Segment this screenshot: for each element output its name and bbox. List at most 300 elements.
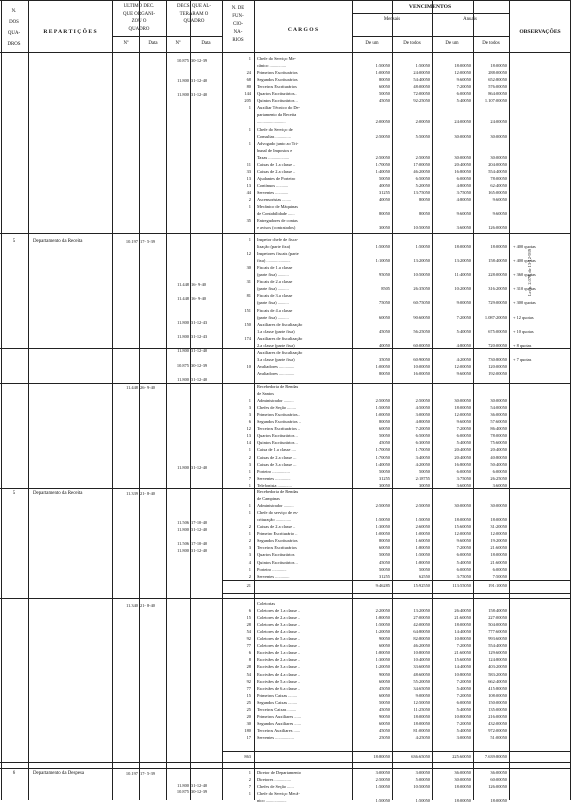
row-anual-de-um: 6:00050	[456, 468, 471, 474]
row-mensal-de-todos: 1:70050	[415, 447, 430, 453]
row-cargo: Quintos Escriturários ..	[257, 98, 298, 104]
row-cargo: Quartos Escriturários	[257, 552, 295, 558]
header-data-1: Data	[148, 41, 158, 46]
row-cargo: Serventes .............	[257, 573, 290, 579]
row-mensal-de-um: 80050	[379, 370, 390, 376]
row-num-funcionarios: 1	[248, 126, 251, 132]
row-anual-de-um: 6:00050	[456, 433, 471, 439]
row-mensal-de-um: 2:20050	[375, 608, 390, 614]
row-mensal-de-um: 2:50050	[375, 398, 390, 404]
header-de-todos-mensal: De todos	[403, 41, 421, 46]
row-cargo: (parte fixa) ..........	[257, 300, 289, 306]
row-cargo: Primeiros Escriturários..	[257, 412, 300, 418]
row-mensal-de-todos: 46:20050	[413, 168, 430, 174]
total-mensal-de-todos: 15:92550	[413, 583, 430, 588]
row-mensal-de-todos: 82:80050	[413, 636, 430, 642]
row-mensal-de-todos: 64:80050	[413, 629, 430, 635]
row-mensal-de-todos: 92:25050	[413, 98, 430, 104]
row-anual-de-todos: 108:00050	[488, 692, 507, 698]
row-mensal-de-um: 90050	[379, 671, 390, 677]
row-anual-de-um: 3:75050	[456, 189, 471, 195]
row-anual-de-um: 7:20050	[456, 545, 471, 551]
row-num-funcionarios: 30	[246, 720, 251, 726]
row-anual-de-um: 5:40050	[456, 440, 471, 446]
header-ultimo-decreto: ZOU O	[131, 19, 147, 24]
row-mensal-de-um: 31255	[379, 189, 390, 195]
organizing-decree-date: 17- 5-39	[140, 771, 155, 776]
row-cargo: 1.a classe (parte fixa)	[257, 328, 295, 334]
row-mensal-de-um: 25050	[379, 734, 390, 740]
rule-line	[222, 580, 571, 581]
row-cargo: Porteiro .............	[257, 566, 287, 572]
row-mensal-de-um: 1:50050	[375, 244, 390, 250]
row-mensal-de-todos: 2:60050	[415, 524, 430, 530]
row-num-funcionarios: 68	[246, 77, 251, 83]
row-cargo: Auxiliares de fiscalização	[257, 349, 303, 355]
row-cargo: Terceiros Caixas ........	[257, 706, 297, 712]
row-num-funcionarios: 8	[248, 657, 251, 663]
row-anual-de-um: 5:40050	[456, 559, 471, 565]
row-mensal-de-todos: 1:50050	[415, 552, 430, 558]
row-anual-de-um: 21:60050	[454, 650, 471, 656]
row-cargo: Chefe do Serviço Mecâ-	[257, 791, 300, 797]
row-num-funcionarios: 24	[246, 70, 251, 76]
row-anual-de-todos: 78:00050	[490, 175, 507, 181]
header-data-2: Data	[201, 41, 211, 46]
row-anual-de-um: 3:60050	[456, 225, 471, 231]
row-mensal-de-um: 45050	[379, 328, 390, 334]
row-mensal-de-um: 45050	[379, 440, 390, 446]
alter-decree-date: 31-12-40	[191, 348, 208, 353]
row-anual-de-um: 12:00050	[454, 531, 471, 537]
row-mensal-de-todos: 3:00050	[415, 770, 430, 775]
row-mensal-de-todos: 55:20050	[413, 678, 430, 684]
row-num-funcionarios: 2	[248, 454, 251, 460]
header-de-um-anual: De um	[445, 41, 459, 46]
row-num-funcionarios: 150	[244, 321, 251, 327]
row-cargo: Porteiro ................	[257, 468, 290, 474]
row-anual-de-todos: 62:40050	[490, 182, 507, 188]
alter-decree-number: 11.506	[177, 520, 189, 525]
row-mensal-de-todos: 11:25050	[413, 706, 430, 712]
row-mensal-de-todos: 2:00050	[415, 119, 430, 125]
column-rule	[392, 0, 393, 800]
row-cargo: Terceiros Escriturários	[257, 545, 297, 551]
row-anual-de-um: 18:00050	[454, 784, 471, 790]
row-mensal-de-um: 40050	[379, 182, 390, 188]
row-num-funcionarios: 144	[244, 91, 251, 97]
row-cargo: Serventes .................	[257, 734, 294, 740]
header-n-label: N.	[11, 9, 17, 14]
row-cargo: Terceiros Escriturários	[257, 84, 297, 90]
row-anual-de-um: 6:00050	[456, 175, 471, 181]
row-anual-de-todos: 26:25050	[490, 475, 507, 481]
section-number: 6	[12, 771, 16, 776]
row-mensal-de-todos: 26:35050	[413, 286, 430, 292]
row-mensal-de-todos: 10:50050	[413, 784, 430, 790]
row-anual-de-todos: 120:00050	[488, 363, 507, 369]
row-num-funcionarios: 92	[246, 678, 251, 684]
column-rule	[432, 0, 433, 800]
row-cargo: Coletores de 2.a classe ..	[257, 615, 301, 621]
alter-decree-number: 11.800	[177, 548, 189, 553]
row-num-funcionarios: 1	[248, 468, 251, 474]
header-decretos-alteraram: DECS. QUE AL-	[176, 4, 212, 9]
row-mensal-de-um: 1:20050	[375, 629, 390, 635]
column-rule	[509, 0, 510, 800]
row-mensal-de-um: 30050	[379, 225, 390, 231]
row-anual-de-um: 5:40050	[456, 727, 471, 733]
row-cargo: Coletores de 1.a classe ..	[257, 608, 301, 614]
row-mensal-de-um: 1:40050	[375, 461, 390, 467]
row-num-funcionarios: 6	[248, 650, 251, 656]
row-mensal-de-um: 1:70050	[375, 454, 390, 460]
row-mensal-de-um: 1:50050	[375, 784, 390, 790]
row-anual-de-todos: 50:40050	[490, 461, 507, 467]
row-cargo: Segundos Escriturários ..	[257, 419, 301, 425]
row-anual-de-todos: 777:60050	[488, 629, 507, 635]
row-cargo: 3.a classe (parte fixa)	[257, 356, 295, 362]
row-mensal-de-um: 60050	[379, 84, 390, 90]
row-num-funcionarios: 1	[248, 398, 251, 404]
row-anual-de-um: 7:20050	[456, 720, 471, 726]
row-cargo: ..........................	[257, 119, 286, 125]
row-mensal-de-todos: 1:50050	[415, 798, 430, 804]
row-mensal-de-um: 31255	[379, 475, 390, 481]
header-vencimentos: VENCIMENTOS	[408, 4, 452, 10]
row-anual-de-todos: 126:00050	[488, 784, 507, 790]
section-rule	[0, 768, 571, 769]
row-cargo: Contínuos ...........	[257, 182, 289, 188]
rule-line	[0, 762, 571, 763]
row-anual-de-todos: 30:00050	[490, 133, 507, 139]
column-rule	[254, 0, 255, 800]
alter-decree-number: 11.800	[177, 92, 189, 97]
row-mensal-de-todos: 60:75050	[413, 300, 430, 306]
header-decretos-alteraram: TERARAM O	[179, 11, 209, 17]
row-num-funcionarios: 44	[246, 189, 251, 195]
row-num-funcionarios: 2	[248, 538, 251, 544]
row-anual-de-um: 10:80050	[454, 671, 471, 677]
row-anual-de-todos: 18:00050	[490, 244, 507, 250]
row-mensal-de-todos: 1:50050	[415, 63, 430, 69]
row-cargo: Escrivães de 2.a classe ..	[257, 657, 301, 663]
row-cargo: Primeiros Caixas ........	[257, 692, 298, 698]
row-mensal-de-um: 80050	[379, 419, 390, 425]
row-anual-de-um: 6:00050	[456, 566, 471, 572]
row-mensal-de-um: 1:10050	[375, 258, 390, 264]
row-num-funcionarios: 13	[246, 433, 251, 439]
row-anual-de-um: 13:20050	[454, 258, 471, 264]
row-cargo: Avaliadores ..............	[257, 370, 295, 376]
row-mensal-de-um: 1:00050	[375, 531, 390, 537]
row-num-funcionarios: 14	[246, 440, 251, 446]
rule-line	[222, 751, 571, 752]
header-ultimo-decreto: QUADRO	[128, 26, 150, 32]
row-anual-de-todos: 415:80050	[488, 685, 507, 691]
row-mensal-de-todos: 13:20050	[413, 258, 430, 264]
row-num-funcionarios: 15	[246, 615, 251, 621]
row-anual-de-todos: 216:00050	[488, 713, 507, 719]
alter-decree-date: 31-12-40	[191, 377, 208, 382]
row-anual-de-todos: 30:00050	[490, 398, 507, 404]
row-num-funcionarios: 1	[248, 447, 251, 453]
header-ultimo-decreto: ULTIMO DEC.	[123, 4, 155, 9]
row-anual-de-um: 5:40050	[456, 706, 471, 712]
row-anual-de-todos: 158:40050	[488, 608, 507, 614]
row-num-funcionarios: 6	[248, 419, 251, 425]
row-mensal-de-todos: 5:50050	[415, 133, 430, 139]
row-anual-de-um: 20:40050	[454, 161, 471, 167]
row-mensal-de-todos: 6:30050	[415, 440, 430, 446]
row-anual-de-um: 7:20050	[456, 426, 471, 432]
row-anual-de-um: 18:00050	[454, 798, 471, 804]
row-anual-de-todos: 126:00050	[488, 225, 507, 231]
row-mensal-de-todos: 13:20050	[413, 608, 430, 614]
row-mensal-de-um: 35050	[379, 356, 390, 362]
alter-decree-date: 31-12-40	[191, 548, 208, 553]
row-cargo: Escrivães de 5.a classe ..	[257, 678, 301, 684]
row-cargo: Coletorias	[257, 601, 276, 606]
alter-decree-date: 30-12-39	[191, 58, 208, 63]
organizing-decree-number: 11.448	[126, 385, 138, 390]
row-anual-de-um: 9:00050	[456, 300, 471, 306]
row-anual-de-um: 16:80050	[454, 168, 471, 174]
row-cargo: Chefes de Seção ........	[257, 405, 296, 411]
row-mensal-de-um: 50050	[379, 552, 390, 558]
row-anual-de-todos: 576:00050	[488, 84, 507, 90]
row-cargo: Quartos Escriturários ..	[257, 433, 298, 439]
row-cargo: Serventes ..............	[257, 475, 291, 481]
row-cargo: Fiscais de 1.a classe	[257, 265, 293, 271]
row-num-funcionarios: 10	[246, 363, 251, 369]
row-num-funcionarios: 1	[248, 531, 251, 537]
row-num-funcionarios: 3	[248, 545, 251, 551]
row-mensal-de-um: 50050	[379, 468, 390, 474]
row-mensal-de-todos: 10:50050	[413, 272, 430, 278]
alter-decree-number: 11.800	[177, 783, 189, 788]
row-cargo: (parte fixa) ..........	[257, 286, 289, 292]
organizing-decree-date: 17- 5-39	[140, 239, 155, 244]
alter-decree-number: 11.448	[177, 296, 189, 301]
row-mensal-de-um: 75050	[379, 300, 390, 306]
row-cargo: Diretor de Departamento	[257, 770, 301, 775]
total-num-funcionarios: 21	[246, 583, 251, 588]
header-no-1: Nº	[123, 41, 129, 46]
row-cargo: (parte fixa) ..........	[257, 314, 289, 320]
row-num-funcionarios: 12	[246, 426, 251, 432]
row-cargo: Administrador .........	[257, 503, 294, 509]
header-bottom-rule	[0, 52, 571, 53]
row-cargo: Segundos Escriturários	[257, 77, 298, 83]
row-mensal-de-um: 45050	[379, 685, 390, 691]
section-name: Departamento da Despesa	[33, 771, 85, 776]
alter-decree-number: 11.800	[177, 320, 189, 325]
row-anual-de-todos: 554:40050	[488, 168, 507, 174]
row-anual-de-todos: 18:00050	[490, 552, 507, 558]
header-n-label: DROS	[7, 42, 21, 47]
row-num-funcionarios: 3	[248, 412, 251, 418]
row-mensal-de-um: 2:50050	[375, 777, 390, 783]
row-mensal-de-um: 1:40050	[375, 168, 390, 174]
row-num-funcionarios: 35	[246, 218, 251, 224]
row-num-funcionarios: 1	[248, 503, 251, 509]
row-mensal-de-todos: 50050	[419, 566, 430, 572]
row-anual-de-um: 14:40050	[454, 664, 471, 670]
row-anual-de-um: 9:60050	[456, 538, 471, 544]
section-rule	[0, 233, 571, 234]
row-anual-de-um: 30:00050	[454, 777, 471, 783]
row-mensal-de-todos: 80050	[419, 211, 430, 217]
row-mensal-de-um: 95050	[379, 272, 390, 278]
row-mensal-de-todos: 48:60050	[413, 671, 430, 677]
row-cargo: de Contabilidade ......	[257, 211, 295, 217]
row-mensal-de-todos: 1:50050	[415, 244, 430, 250]
row-mensal-de-um: 80050	[379, 77, 390, 83]
row-cargo: crituração ..............	[257, 517, 292, 523]
header-decretos-alteraram: QUADRO	[183, 19, 205, 24]
row-observacao: + 12 quotas	[513, 314, 534, 320]
row-anual-de-todos: 135:00050	[488, 706, 507, 712]
row-mensal-de-um: 45050	[379, 727, 390, 733]
row-mensal-de-todos: 1:80050	[415, 559, 430, 565]
row-num-funcionarios: 11	[246, 161, 251, 167]
row-num-funcionarios: 92	[246, 636, 251, 642]
header-num-funcionarios: FUN-	[232, 14, 244, 19]
row-anual-de-um: 3:60050	[456, 482, 471, 488]
header-de-um-mensal: De um	[365, 41, 379, 46]
row-mensal-de-um: 60050	[379, 678, 390, 684]
row-anual-de-todos: 3:60050	[492, 482, 507, 488]
row-cargo: Inspetores fiscais (parte	[257, 251, 299, 257]
row-num-funcionarios: 3	[248, 405, 251, 411]
row-cargo: Escrivães de 6.a classe ..	[257, 685, 301, 691]
row-observacao: + 10 quotas	[513, 328, 534, 334]
alter-decree-number: 11.800	[177, 527, 189, 532]
row-mensal-de-um: 45050	[379, 706, 390, 712]
header-reparticoes: R E P A R T I Ç Õ E S	[43, 29, 97, 35]
row-anual-de-um: 16:80050	[454, 461, 471, 467]
row-observacao: + 300 quotas	[513, 300, 536, 306]
row-cargo: Chefe do serviço de es-	[257, 510, 299, 516]
header-num-funcionarios: RIOS	[232, 38, 244, 43]
row-mensal-de-um: 60050	[379, 692, 390, 698]
row-mensal-de-um: 2:00050	[375, 119, 390, 125]
organizing-decree-number: 11.339	[126, 491, 138, 496]
row-anual-de-todos: 75:60050	[490, 440, 507, 446]
row-mensal-de-todos: 4:50050	[415, 405, 430, 411]
header-no-2: Nº	[175, 41, 181, 46]
row-mensal-de-um: 1:50050	[375, 517, 390, 523]
row-num-funcionarios: 77	[246, 643, 251, 649]
row-cargo: Fiscais de 3.a classe	[257, 293, 293, 299]
total-num-funcionarios: 863	[244, 754, 251, 759]
rule-line	[222, 593, 571, 594]
row-mensal-de-um: 2:50050	[375, 154, 390, 160]
row-mensal-de-todos: 18:00050	[413, 720, 430, 726]
header-num-funcionarios: CIO-	[232, 22, 244, 27]
row-mensal-de-um: 3:00050	[375, 770, 390, 775]
row-cargo: Telefonista .............	[257, 482, 292, 488]
row-mensal-de-um: 2:50050	[375, 503, 390, 509]
row-anual-de-um: 10:20050	[454, 286, 471, 292]
row-mensal-de-um: 60050	[379, 545, 390, 551]
alter-decree-number: 11.448	[177, 282, 189, 287]
row-anual-de-todos: 7:50050	[492, 573, 507, 579]
total-anual-de-um: 113:55050	[452, 583, 471, 588]
row-anual-de-todos: 31:20050	[490, 524, 507, 530]
row-anual-de-todos: 21:60050	[490, 559, 507, 565]
row-cargo: Caixa de 1.a classe ....	[257, 447, 296, 453]
row-cargo: Entregadores de contas	[257, 218, 298, 224]
row-cargo: Terceiros Escriturários ..	[257, 426, 301, 432]
row-mensal-de-todos: 27:00050	[413, 615, 430, 621]
row-mensal-de-um: 1:50050	[375, 63, 390, 69]
row-cargo: Mecânico de Máquinas	[257, 204, 298, 210]
alter-decree-number: 10.875	[176, 363, 189, 368]
row-mensal-de-um: 1:20050	[375, 664, 390, 670]
row-anual-de-todos: 12:00050	[490, 531, 507, 537]
row-cargo: Auxiliar Técnico do De-	[257, 105, 300, 111]
row-anual-de-um: 30:00050	[454, 154, 471, 160]
row-cargo: Coletores de 6.a classe ..	[257, 643, 301, 649]
alter-decree-date: 30-12-39	[191, 363, 208, 368]
row-mensal-de-todos: 30050	[419, 482, 430, 488]
row-num-funcionarios: 13	[246, 175, 251, 181]
row-cargo: Taxas ...................	[257, 154, 290, 160]
row-anual-de-um: 6:00050	[456, 552, 471, 558]
row-mensal-de-todos: 5:00050	[415, 777, 430, 783]
header-observacoes: OBSERVAÇÕES	[519, 29, 561, 35]
row-num-funcionarios: 81	[246, 293, 251, 299]
row-mensal-de-todos: 1:50050	[415, 517, 430, 523]
row-anual-de-todos: 30:00050	[490, 503, 507, 509]
row-num-funcionarios: 15	[246, 692, 251, 698]
row-anual-de-todos: 583:20050	[488, 671, 507, 677]
row-mensal-de-um: 1:70050	[375, 447, 390, 453]
row-mensal-de-todos: 4:25050	[415, 734, 430, 740]
row-anual-de-todos: 504:00050	[488, 622, 507, 628]
row-anual-de-todos: 972:00050	[488, 727, 507, 733]
row-anual-de-um: 7:20050	[456, 84, 471, 90]
row-mensal-de-todos: 2:50050	[415, 398, 430, 404]
row-mensal-de-um: 50050	[379, 91, 390, 97]
row-cargo: Chefe do Serviço Me-	[257, 56, 296, 61]
row-num-funcionarios: 80	[246, 84, 251, 90]
row-mensal-de-todos: 9:00050	[415, 692, 430, 698]
row-cargo: lização (parte fixa)	[257, 244, 291, 250]
row-anual-de-um: 5:40050	[456, 98, 471, 104]
row-anual-de-todos: 36:00050	[490, 770, 507, 775]
row-mensal-de-todos: 2:50050	[415, 503, 430, 509]
row-anual-de-todos: 51:00050	[490, 734, 507, 740]
organizing-decree-number: 10.197	[125, 239, 138, 244]
row-anual-de-todos: 18:00050	[490, 63, 507, 69]
row-anual-de-todos: 675:00050	[488, 328, 507, 334]
header-de-todos-anual: De todos	[482, 41, 500, 46]
row-anual-de-um: 10:80050	[454, 636, 471, 642]
row-num-funcionarios: 174	[244, 335, 251, 341]
row-mensal-de-um: 1:80050	[375, 650, 390, 656]
row-mensal-de-um: 40050	[379, 197, 390, 202]
alter-decree-date: 31-12-43	[191, 320, 208, 325]
row-num-funcionarios: 2	[248, 524, 251, 530]
row-mensal-de-todos: 10:00050	[413, 363, 430, 369]
alter-decree-date: 17-10-40	[191, 520, 208, 525]
row-anual-de-todos: 30:00050	[490, 154, 507, 160]
row-mensal-de-todos: 10:50050	[413, 225, 430, 231]
row-anual-de-um: 18:00050	[454, 63, 471, 69]
